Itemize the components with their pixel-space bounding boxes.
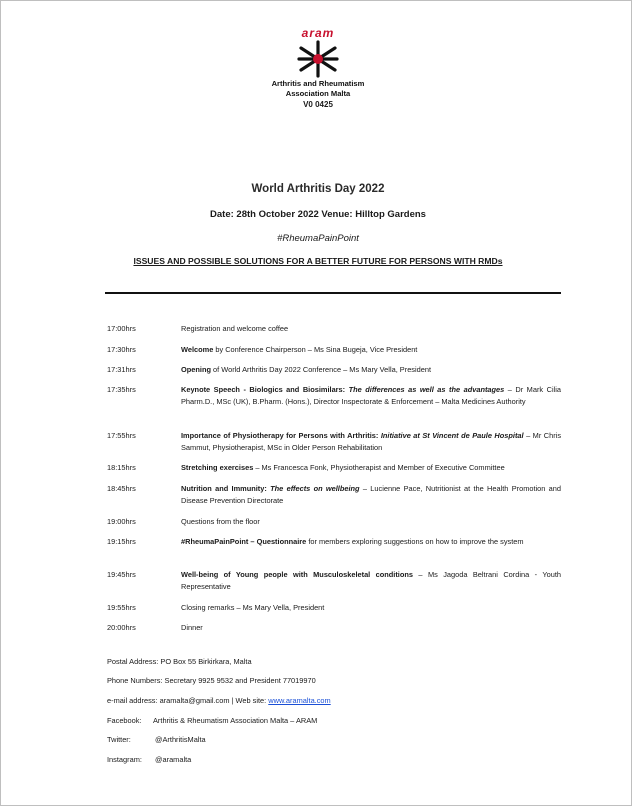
agenda-description: Dinner xyxy=(181,623,203,632)
agenda-description: Registration and welcome coffee xyxy=(181,324,289,333)
issues-heading: ISSUES AND POSSIBLE SOLUTIONS FOR A BETTER FUTURE FOR PERSONS WITH RMDs xyxy=(133,256,503,266)
event-title: World Arthritis Day 2022 xyxy=(251,183,385,195)
agenda-description: Well-being of Young people with Musculoskeletal conditions – Ms Jagoda Beltrani Cordina - Youth Representative xyxy=(181,570,561,591)
twitter-label: Twitter: xyxy=(107,735,131,744)
agenda-time: 19:45hrs xyxy=(107,570,136,579)
postal-address: Postal Address: PO Box 55 Birkirkara, Malta xyxy=(107,657,252,666)
agenda-description: Closing remarks – Ms Mary Vella, President xyxy=(181,603,325,612)
email-website-line xyxy=(107,696,331,705)
event-hashtag: #RheumaPainPoint xyxy=(277,233,359,244)
agenda-time: 17:30hrs xyxy=(107,345,136,354)
org-name-line2: Association Malta xyxy=(285,89,351,98)
version-code: V0 0425 xyxy=(303,100,333,109)
agenda-time: 17:00hrs xyxy=(107,324,136,333)
agenda-description: Opening of World Arthritis Day 2022 Conference – Ms Mary Vella, President xyxy=(181,365,432,374)
twitter-value: @ArthritisMalta xyxy=(155,735,206,744)
facebook-label: Facebook: xyxy=(107,716,142,725)
email-address: e-mail address: aramalta@gmail.com | Web site: xyxy=(107,696,269,705)
agenda-time: 17:31hrs xyxy=(107,365,136,374)
agenda-description: Questions from the floor xyxy=(181,517,260,526)
instagram-line xyxy=(107,755,191,764)
agenda-time: 17:35hrs xyxy=(107,385,136,394)
facebook-value: Arthritis & Rheumatism Association Malta – ARAM xyxy=(153,716,318,725)
agenda-description: Welcome by Conference Chairperson – Ms Sina Bugeja, Vice President xyxy=(181,345,418,354)
agenda-description: Nutrition and Immunity: The effects on wellbeing – Lucienne Pace, Nutritionist at the Health Promotion and Disease Prevention Directorate xyxy=(181,484,562,505)
agenda-description: Keynote Speech - Biologics and Biosimilars: The differences as well as the advantages – Dr Mark Cilia Pharm.D., MSc (UK), B.Pharm. (Hons.), Director Inspectorate & Enforcement – Malta Medicines Authority xyxy=(181,385,561,406)
agenda-description: Stretching exercises – Ms Francesca Fonk, Physiotherapist and Member of Executive Committee xyxy=(181,463,505,472)
phone-numbers: Phone Numbers: Secretary 9925 9532 and President 77019970 xyxy=(107,676,316,685)
agenda-time: 18:15hrs xyxy=(107,463,136,472)
logo-wordmark: aram xyxy=(301,26,335,40)
aram-logo xyxy=(267,27,369,109)
instagram-value: @aramalta xyxy=(155,755,192,764)
instagram-label: Instagram: xyxy=(107,755,142,764)
agenda-description: #RheumaPainPoint – Questionnaire for members exploring suggestions on how to improve the system xyxy=(181,537,524,546)
agenda-time: 19:00hrs xyxy=(107,517,136,526)
horizontal-divider xyxy=(105,292,561,294)
twitter-line xyxy=(107,735,206,744)
agenda-time: 18:45hrs xyxy=(107,484,136,493)
facebook-line xyxy=(107,716,317,725)
event-date-venue: Date: 28th October 2022 Venue: Hilltop Gardens xyxy=(210,209,426,220)
website-link[interactable]: www.aramalta.com xyxy=(268,696,331,705)
agenda-time: 19:15hrs xyxy=(107,537,136,546)
agenda-time: 20:00hrs xyxy=(107,623,136,632)
aram-star-icon xyxy=(296,39,340,79)
org-name-line1: Arthritis and Rheumatism xyxy=(271,79,365,88)
agenda-description: Importance of Physiotherapy for Persons with Arthritis: Initiative at St Vincent de Paule Hospital – Mr Chris Sammut, Physiotherapist, MSc in Older Person Rehabilitation xyxy=(181,431,562,452)
agenda-time: 19:55hrs xyxy=(107,603,136,612)
agenda-time: 17:55hrs xyxy=(107,431,136,440)
